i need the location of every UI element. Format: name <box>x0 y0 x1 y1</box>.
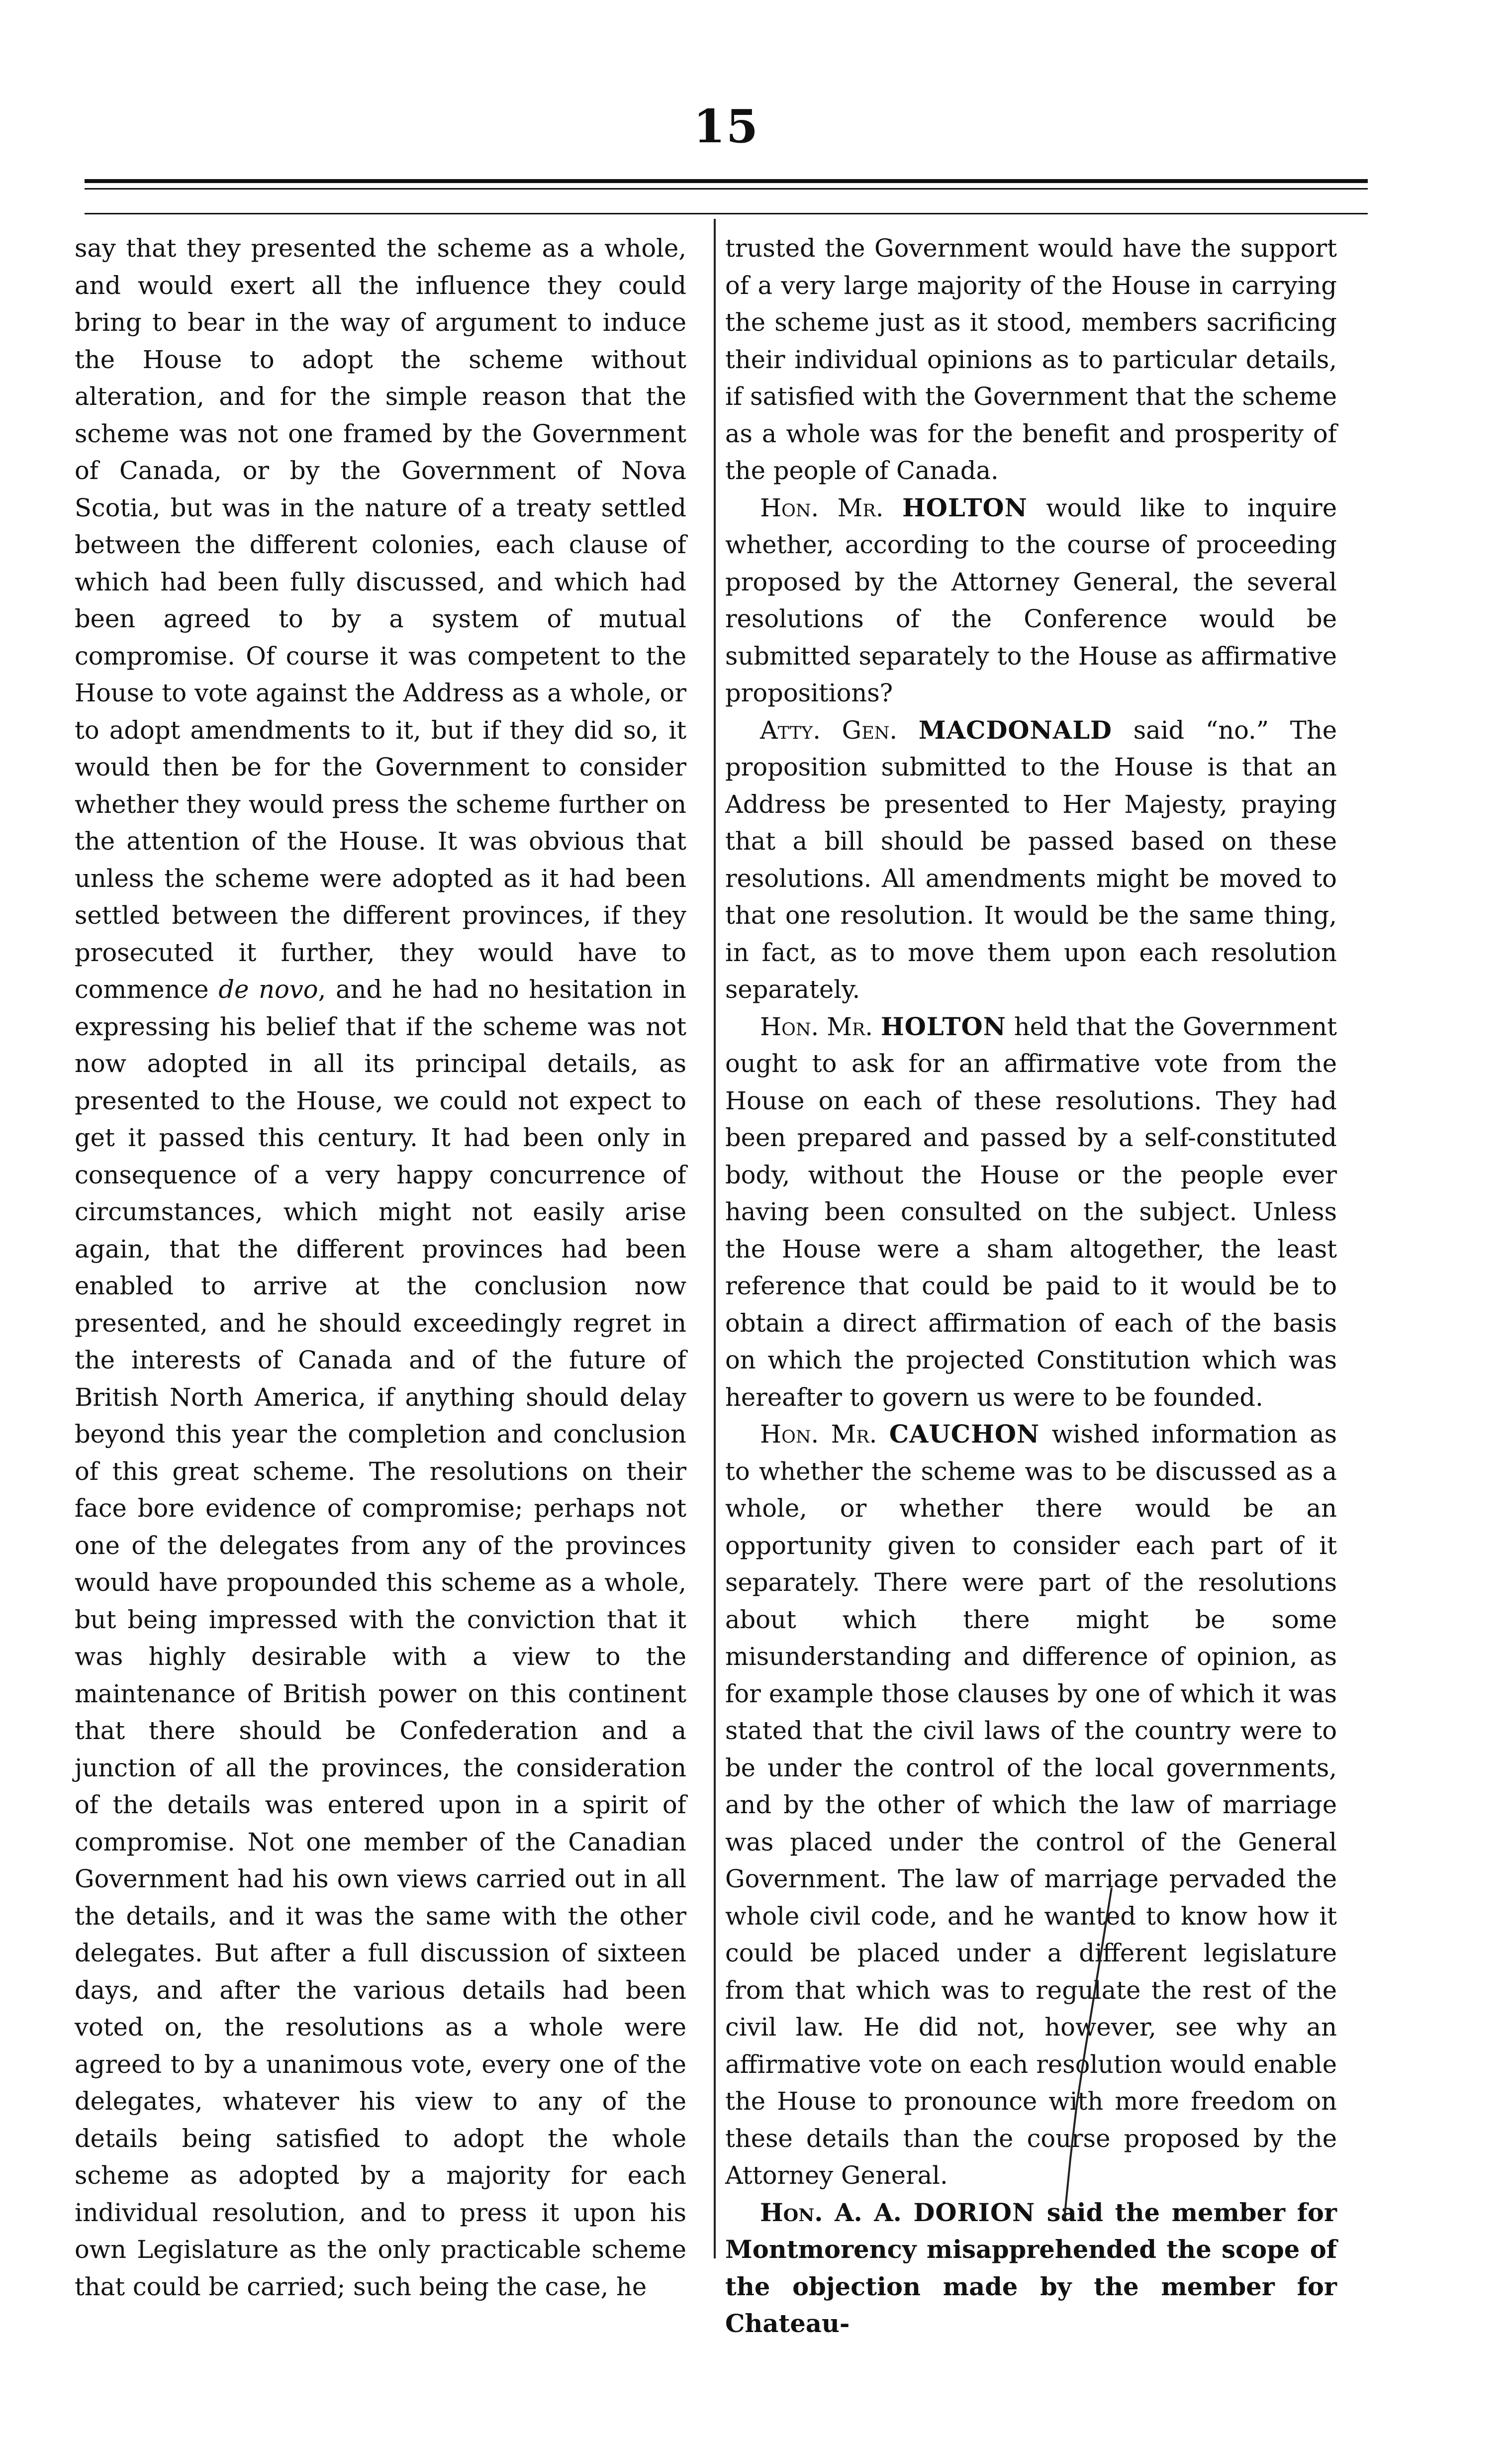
speaker-name: HOLTON <box>881 1012 1006 1041</box>
header-rule-thick <box>85 179 1368 183</box>
speech-cauchon <box>725 1416 1337 2194</box>
speaker-name: HOLTON <box>902 493 1028 522</box>
speaker-title: Hon. Mr. <box>760 493 884 522</box>
left-text-part-2: , and he had no hesitation in expressing his belief that if the scheme was not now adopted in all its principal details, as presented to the House, we could not expect to get it passed this century. It had been only in consequence of a very happy concurrence of circumstances, which might not easily arise again, that the different provinces had been enabled to arrive at the conclusion now presented, and he should exceedingly regret in the interests of Canada and of the future of British North America, if anything should delay beyond this year the completion and conclusion of this great scheme. The resolutions on their face bore evidence of compromise; perhaps not one of the delegates from any of the provinces would have propounded this scheme as a whole, but being impressed with the conviction that it was highly desirable with a view to the maintenance of British power on this continent that there should be Confederation and a junction of all the provinces, the consideration of the details was entered upon in a spirit of compromise. Not one member of the Canadian Government had his own views carried out in all the details, and it was the same with the other delegates. But after a full discussion of sixteen days, and after the various details had been voted on, the resolutions as a whole were agreed to by a unanimous vote, every one of the delegates, whatever his view to any of the details being satisfied to adopt the whole scheme as adopted by a majority for each individual resolution, and to press it upon his own Legislature as the only practicable scheme that could be carried; such being the case, he <box>75 975 686 2301</box>
speech-text: wished information as to whether the scheme was to be discussed as a whole, or whether there would be an opportunity given to consider each part of it separately. There were part of the resolutions about which there might be some misunderstanding and difference of opinion, as for example those clauses by one of which it was stated that the civil laws of the country were to be under the control of the local governments, and by the other of which the law of marriage was placed under the control of the General Government. The law of marriage pervaded the whole civil code, and he wanted to know how it could be placed under a different legislature from that which was to regulate the rest of the civil law. He did not, however, see why an affirmative vote on each resolution would enable the House to pronounce with more freedom on these details than the course proposed by the Attorney General. <box>725 1420 1337 2190</box>
column-divider <box>714 219 716 2258</box>
header-rule-thin <box>85 188 1368 190</box>
speech-text: held that the Government ought to ask for an affirmative vote from the House on each of these resolutions. They had been prepared and passed by a self-constituted body, without the House or the people ever having been consulted on the subject. Unless the House were a sham altogether, the least reference that could be paid to it would be to obtain a direct affirmation of each of the basis on which the projected Constitution which was hereafter to govern us were to be founded. <box>725 1012 1337 1412</box>
right-paragraph-continued: trusted the Government would have the support of a very large majority of the House in carrying the scheme just as it stood, members sacrificing their individual opinions as to particular details, if satisfied with the Government that the scheme as a whole was for the benefit and prosperity of the people of Canada. <box>725 234 1337 485</box>
speaker-title: Hon. Mr. <box>760 1420 877 1449</box>
speech-text: said the member for Montmorency misapprehended the scope of the objection made by the member for Chateau- <box>725 2198 1337 2338</box>
speaker-name: CAUCHON <box>889 1420 1040 1449</box>
speech-holton-1 <box>725 489 1337 712</box>
speaker-title: Atty. Gen. <box>760 715 898 745</box>
left-paragraph <box>75 230 686 2305</box>
de-novo-phrase: de novo <box>218 975 318 1004</box>
speaker-title: Hon. Mr. <box>760 1012 873 1041</box>
speech-macdonald <box>725 712 1337 1008</box>
speaker-name: DORION <box>913 2198 1036 2227</box>
header-rule-lower <box>85 213 1368 214</box>
speaker-name: MACDONALD <box>918 715 1112 745</box>
speech-holton-2 <box>725 1008 1337 1416</box>
page-number: 15 <box>693 99 759 153</box>
speech-text: said “no.” The proposition submitted to the House is that an Address be presented to Her Majesty, praying that a bill should be passed based on these resolutions. All amendments might be moved to that one resolution. It would be the same thing, in fact, as to move them upon each resolution separately. <box>725 715 1337 1004</box>
right-column <box>725 230 1337 2342</box>
left-column <box>75 230 686 2305</box>
speech-text: would like to inquire whether, according to the course of proceeding proposed by the Attorney General, the several resolutions of the Conference would be submitted separately to the House as affirmative propositions? <box>725 493 1337 707</box>
speaker-title: Hon. A. A. <box>760 2198 902 2227</box>
left-text-part-1: say that they presented the scheme as a whole, and would exert all the influence they could bring to bear in the way of argument to induce the House to adopt the scheme without alteration, and for the simple reason that the scheme was not one framed by the Government of Canada, or by the Government of Nova Scotia, but was in the nature of a treaty settled between the different colonies, each clause of which had been fully discussed, and which had been agreed to by a system of mutual compromise. Of course it was competent to the House to vote against the Address as a whole, or to adopt amendments to it, but if they did so, it would then be for the Government to consider whether they would press the scheme further on the attention of the House. It was obvious that unless the scheme were adopted as it had been settled between the different provinces, if they prosecuted it further, they would have to commence <box>75 234 686 1004</box>
speech-dorion <box>725 2194 1337 2342</box>
